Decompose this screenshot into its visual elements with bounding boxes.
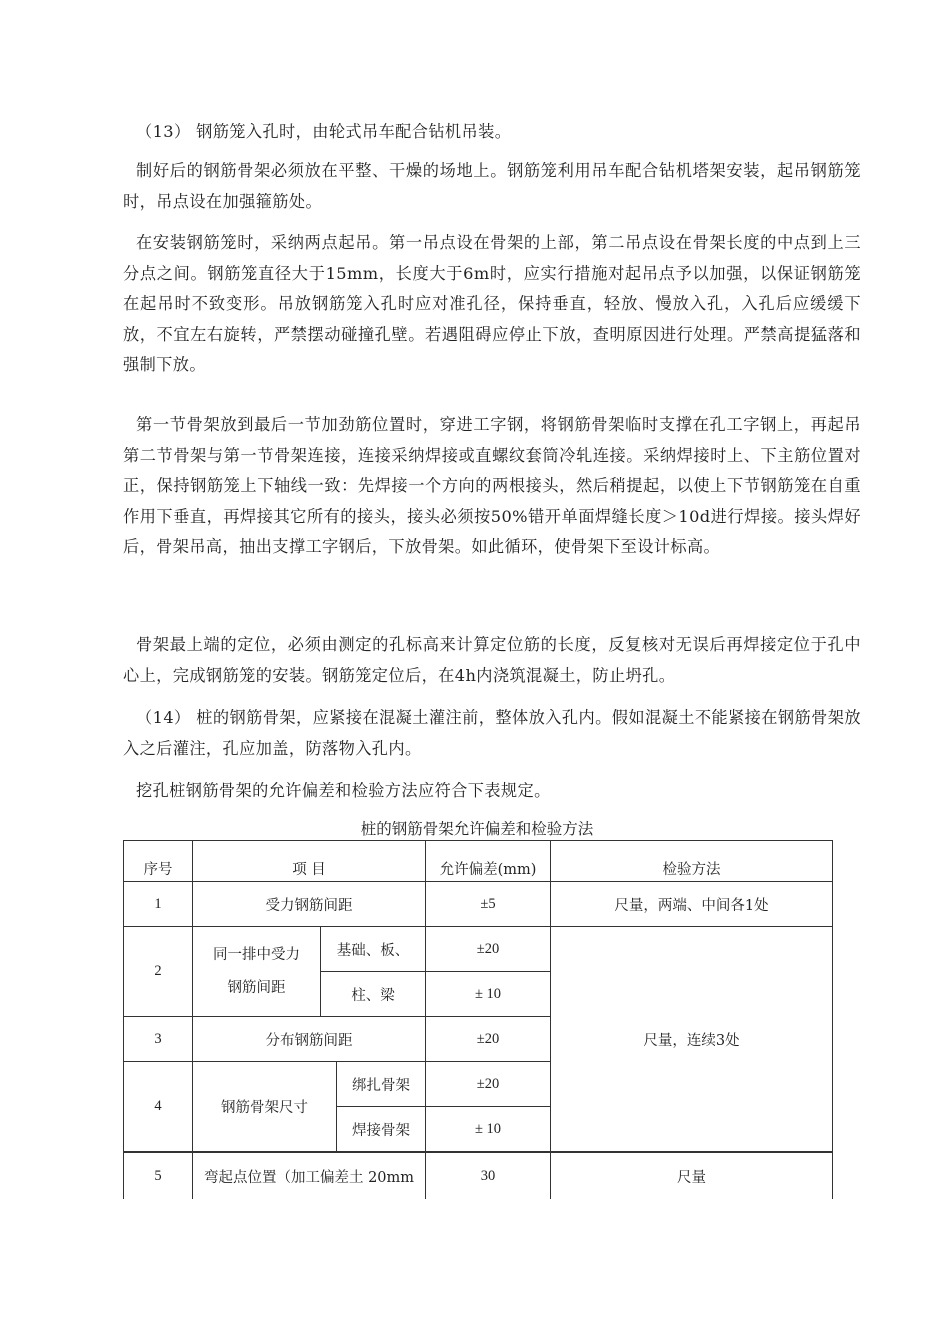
row1-tolerance: ±5 xyxy=(426,882,551,927)
row2-sub2: 柱、梁 xyxy=(321,972,426,1017)
row1-no: 1 xyxy=(124,882,193,927)
table-row xyxy=(124,1152,833,1199)
row4-item-label: 钢筋骨架尺寸 xyxy=(193,1061,337,1152)
paragraph-table-intro: 挖孔桩钢筋骨架的允许偏差和检验方法应符合下表规定。 xyxy=(136,781,551,800)
row5-tolerance: 30 xyxy=(426,1152,551,1199)
header-tolerance: 允许偏差(mm) xyxy=(426,841,551,882)
row5-method: 尺量 xyxy=(551,1152,833,1199)
row4-sub1: 绑扎骨架 xyxy=(337,1062,425,1107)
header-item: 项 目 xyxy=(193,841,426,882)
paragraph-14-heading: （14） 桩的钢筋骨架，应紧接在混凝土灌注前，整体放入孔内。假如混凝土不能紧接在钢筋骨架放入之后灌注，孔应加盖，防落物入孔内。 xyxy=(123,708,861,758)
header-method: 检验方法 xyxy=(551,841,833,882)
row2-no: 2 xyxy=(124,927,193,1017)
row1-method: 尺量，两端、中间各1处 xyxy=(551,882,833,927)
header-no: 序号 xyxy=(124,841,193,882)
row2-tol2: ± 10 xyxy=(426,972,551,1017)
row4-no: 4 xyxy=(124,1062,193,1153)
table-row xyxy=(124,882,833,927)
row5-no: 5 xyxy=(124,1152,193,1199)
paragraph-lifting: 在安装钢筋笼时，采纳两点起吊。第一吊点设在骨架的上部，第二吊点设在骨架长度的中点到上三分点之间。钢筋笼直径大于15mm，长度大于6m时，应实行措施对起吊点予以加强，以保证钢筋笼在起吊时不致变形。吊放钢筋笼入孔时应对准孔径，保持垂直，轻放、慢放入孔，入孔后应缓缓下放，不宜左右旋转，严禁摆动碰撞孔壁。若遇阻碍应停止下放，查明原因进行处理。严禁高提猛落和强制下放。 xyxy=(123,233,861,374)
row2-tol1: ±20 xyxy=(426,927,551,972)
row5-item: 弯起点位置（加工偏差土 20mm xyxy=(193,1152,426,1199)
method-merged: 尺量，连续3处 xyxy=(551,927,833,1153)
table-caption: 桩的钢筋骨架允许偏差和检验方法 xyxy=(360,820,594,838)
tolerance-table xyxy=(123,840,833,1199)
row2-item-line1: 同一排中受力 xyxy=(213,946,300,963)
paragraph-positioning: 骨架最上端的定位，必须由测定的孔标高来计算定位筋的长度，反复核对无误后再焊接定位于孔中心上，完成钢筋笼的安装。钢筋笼定位后，在4h内浇筑混凝土，防止坍孔。 xyxy=(123,635,861,685)
row2-sub1: 基础、板、 xyxy=(321,927,426,972)
row4-sub2: 焊接骨架 xyxy=(352,1122,410,1139)
row2-item-line2: 钢筋间距 xyxy=(227,979,286,996)
row4-item xyxy=(193,1062,426,1153)
row3-no: 3 xyxy=(124,1017,193,1062)
row3-item: 分布钢筋间距 xyxy=(193,1017,426,1062)
paragraph-13-heading: （13） 钢筋笼入孔时，由轮式吊车配合钻机吊装。 xyxy=(136,122,512,141)
row4-tol1: ±20 xyxy=(426,1062,551,1107)
paragraph-connection: 第一节骨架放到最后一节加劲筋位置时，穿进工字钢，将钢筋骨架临时支撑在孔工字钢上，再起吊第二节骨架与第一节骨架连接，连接采纳焊接或直螺纹套筒冷轧连接。采纳焊接时上、下主筋位置对正，保持钢筋笼上下轴线一致：先焊接一个方向的两根接头，然后稍提起，以使上下节钢筋笼在自重作用下垂直，再焊接其它所有的接头，接头必须按50%错开单面焊缝长度＞10d进行焊接。接头焊好后，骨架吊高，抽出支撑工字钢后，下放骨架。如此循环，使骨架下至设计标高。 xyxy=(123,415,861,556)
table-row xyxy=(124,927,833,972)
table-header-row xyxy=(124,841,833,882)
row1-item: 受力钢筋间距 xyxy=(193,882,426,927)
row3-tolerance: ±20 xyxy=(426,1017,551,1062)
row2-item xyxy=(193,927,321,1017)
paragraph-storage: 制好后的钢筋骨架必须放在平整、干燥的场地上。钢筋笼利用吊车配合钻机塔架安装，起吊钢筋笼时，吊点设在加强箍筋处。 xyxy=(123,161,861,211)
row4-tol2: ± 10 xyxy=(426,1107,551,1153)
